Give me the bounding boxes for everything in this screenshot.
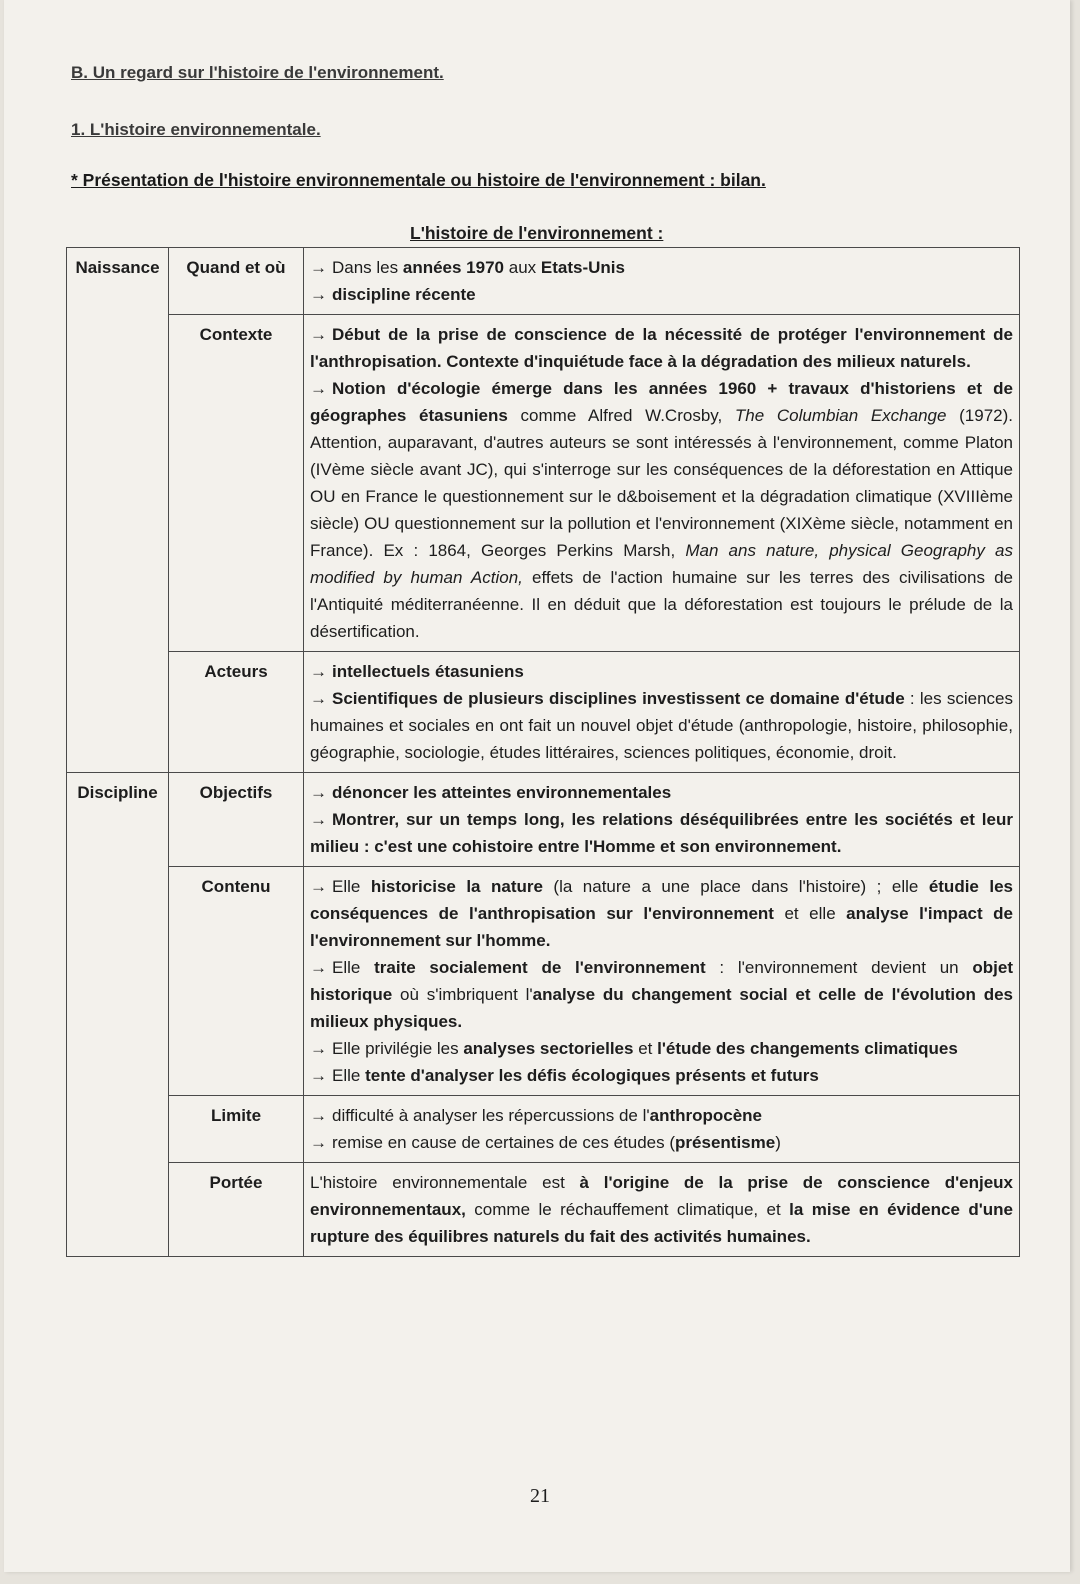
arrow-icon: → xyxy=(310,958,327,977)
text-run: Montrer, sur un temps long, les relations déséquilibrées entre les sociétés et leur milieu : c'est une cohistoire entre l'Homme et son environnement. xyxy=(310,810,1013,856)
arrow-icon: → xyxy=(310,783,327,802)
cell-paragraph xyxy=(310,321,1013,375)
arrow-icon: → xyxy=(310,285,327,304)
cell-paragraph xyxy=(310,1102,1013,1129)
arrow-icon: → xyxy=(310,1133,327,1152)
text-run: comme le réchauffement climatique, et xyxy=(465,1200,790,1219)
text-run: analyse l'impact de l'environnement sur l'homme. xyxy=(310,904,1014,950)
cell-paragraph xyxy=(310,1129,1013,1156)
text-run: à l'origine de la prise de conscience d'enjeux environnementaux, xyxy=(310,1173,1013,1219)
text-run: anthropocène xyxy=(649,1106,763,1125)
text-run: tente d'analyser les défis écologiques présents et futurs xyxy=(365,1066,819,1085)
cell-paragraph xyxy=(310,281,1013,308)
text-run: traite socialement de l'environnement xyxy=(374,958,706,977)
text-run: (1972). Attention, auparavant, d'autres auteurs se sont intéressés à l'environnement, comme Platon (IVème siècle avant JC), qui s'interroge sur les conséquences de la déforestation en Attique OU en France le questionnement sur le d&boisement et la dégradation climatique (XVIIIème siècle) OU questionnement sur la pollution et l'environnement (XIXème siècle, notamment en France). Ex : 1864, Georges Perkins Marsh, xyxy=(310,406,1013,560)
text-run: difficulté à analyser les répercussions de l' xyxy=(332,1106,650,1125)
category-cell-empty xyxy=(67,1163,169,1257)
row-label-contenu: Contenu xyxy=(169,867,304,1096)
environment-history-table xyxy=(66,247,1020,1257)
cell-paragraph xyxy=(310,1062,1013,1089)
cell-paragraph xyxy=(310,375,1013,645)
cell-paragraph xyxy=(310,779,1013,806)
arrow-icon: → xyxy=(310,1039,327,1058)
text-run: Scientifiques de plusieurs disciplines investissent ce domaine d'étude xyxy=(332,689,905,708)
arrow-icon: → xyxy=(310,877,327,896)
text-run: remise en cause de certaines de ces études ( xyxy=(332,1133,676,1152)
text-run: (la nature a une place dans l'histoire) ; elle xyxy=(542,877,929,896)
text-run: Elle xyxy=(332,877,371,896)
table-row xyxy=(67,315,1020,652)
row-label-portee: Portée xyxy=(169,1163,304,1257)
text-run: intellectuels étasuniens xyxy=(332,662,524,681)
text-run: dénoncer les atteintes environnementales xyxy=(332,783,672,802)
cell-paragraph xyxy=(310,658,1013,685)
row-label-objectifs: Objectifs xyxy=(169,773,304,867)
cell-paragraph xyxy=(310,254,1013,281)
arrow-icon: → xyxy=(310,325,327,344)
section-heading: B. Un regard sur l'histoire de l'environnement. xyxy=(71,63,444,82)
row-content-portee xyxy=(304,1163,1020,1257)
table-row xyxy=(67,1096,1020,1163)
arrow-icon: → xyxy=(310,1066,327,1085)
text-run: objet historique xyxy=(310,958,1013,1004)
text-run: L'histoire environnementale est xyxy=(310,1173,580,1192)
text-run: Elle xyxy=(332,1066,366,1085)
arrow-icon: → xyxy=(310,1106,327,1125)
row-label-quand: Quand et où xyxy=(169,248,304,315)
category-cell-empty xyxy=(67,652,169,773)
row-content-acteurs xyxy=(304,652,1020,773)
text-run: discipline récente xyxy=(332,285,476,304)
text-run: où s'imbriquent l' xyxy=(392,985,533,1004)
row-label-limite: Limite xyxy=(169,1096,304,1163)
text-run: aux xyxy=(504,258,541,277)
text-run: Notion d'écologie émerge dans les années 1960 + travaux d'historiens et de géographes étasuniens xyxy=(310,379,1013,425)
text-run: historicise la nature xyxy=(370,877,543,896)
row-content-quand xyxy=(304,248,1020,315)
page-number: 21 xyxy=(530,1485,550,1507)
text-run: comme Alfred W.Crosby, xyxy=(507,406,735,425)
cell-paragraph xyxy=(310,806,1013,860)
text-run: : l'environnement devient un xyxy=(705,958,973,977)
text-run: analyse du changement social et celle de l'évolution des milieux physiques. xyxy=(310,985,1013,1031)
row-content-contexte xyxy=(304,315,1020,652)
row-content-contenu xyxy=(304,867,1020,1096)
table-row xyxy=(67,1163,1020,1257)
text-run: la mise en évidence d'une rupture des équilibres naturels du fait des activités humaines. xyxy=(310,1200,1013,1246)
category-naissance: Naissance xyxy=(67,248,169,315)
arrow-icon: → xyxy=(310,662,327,681)
text-run: Etats-Unis xyxy=(540,258,625,277)
cell-paragraph xyxy=(310,954,1013,1035)
table-row xyxy=(67,652,1020,773)
table-title: L'histoire de l'environnement : xyxy=(410,223,664,243)
category-cell-empty xyxy=(67,315,169,652)
category-cell-empty xyxy=(67,1096,169,1163)
text-run: présentisme xyxy=(675,1133,776,1152)
text-run: The Columbian Exchange xyxy=(734,406,947,425)
subsection-heading: 1. L'histoire environnementale. xyxy=(71,120,321,139)
table-row xyxy=(67,248,1020,315)
text-run: Man ans nature, physical Geography as modified by human Action, xyxy=(310,541,1013,587)
cell-paragraph xyxy=(310,873,1013,954)
text-run: Début de la prise de conscience de la nécessité de protéger l'environnement de l'anthropisation. Contexte d'inquiétude face à la dégradation des milieux naturels. xyxy=(310,325,1013,371)
arrow-icon: → xyxy=(310,810,327,829)
text-run: et xyxy=(633,1039,658,1058)
arrow-icon: → xyxy=(310,689,327,708)
row-label-contexte: Contexte xyxy=(169,315,304,652)
text-run: Dans les xyxy=(332,258,403,277)
category-discipline: Discipline xyxy=(67,773,169,867)
text-run: étudie les conséquences de l'anthropisation sur l'environnement xyxy=(310,877,1013,923)
arrow-icon: → xyxy=(310,258,327,277)
cell-paragraph xyxy=(310,1169,1013,1250)
table-row xyxy=(67,773,1020,867)
category-cell-empty xyxy=(67,867,169,1096)
bilan-heading: * Présentation de l'histoire environnementale ou histoire de l'environnement : bilan. xyxy=(71,170,766,190)
arrow-icon: → xyxy=(310,379,327,398)
text-run: et elle xyxy=(773,904,847,923)
text-run: analyses sectorielles xyxy=(463,1039,634,1058)
cell-paragraph xyxy=(310,685,1013,766)
row-content-objectifs xyxy=(304,773,1020,867)
text-run: ) xyxy=(775,1133,781,1152)
text-run: effets de l'action humaine sur les terres des civilisations de l'Antiquité méditerranéenne. Il en déduit que la déforestation est toujours le prélude de la désertification. xyxy=(310,568,1013,641)
text-run: Elle privilégie les xyxy=(332,1039,464,1058)
cell-paragraph xyxy=(310,1035,1013,1062)
text-run: Elle xyxy=(332,958,375,977)
text-run: : les sciences humaines et sociales en ont fait un nouvel objet d'étude (anthropologie, histoire, philosophie, géographie, sociologie, études littéraires, sciences politiques, économie, droit. xyxy=(310,689,1013,762)
row-content-limite xyxy=(304,1096,1020,1163)
text-run: l'étude des changements climatiques xyxy=(657,1039,958,1058)
row-label-acteurs: Acteurs xyxy=(169,652,304,773)
table-row xyxy=(67,867,1020,1096)
text-run: années 1970 xyxy=(402,258,505,277)
